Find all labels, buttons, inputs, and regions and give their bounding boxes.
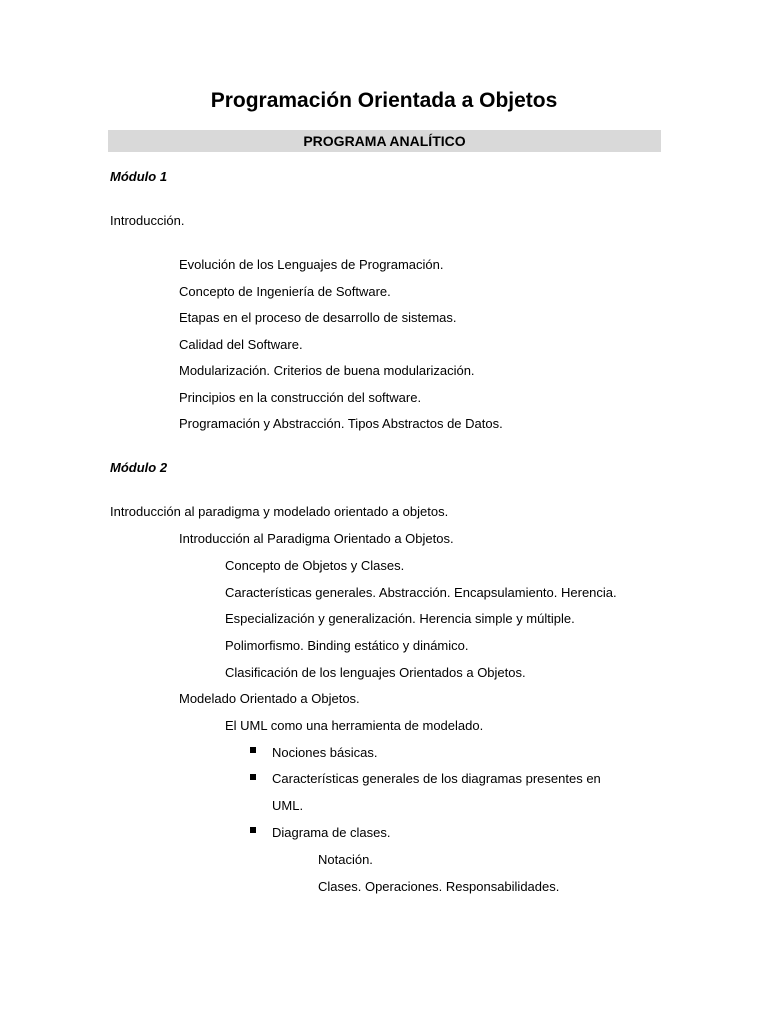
square-bullet-icon	[250, 827, 256, 833]
paradigma-item: Concepto de Objetos y Clases.	[225, 558, 405, 573]
section-banner: PROGRAMA ANALÍTICO	[108, 130, 661, 152]
paradigma-item: Características generales. Abstracción. Encapsulamiento. Herencia.	[225, 585, 617, 600]
paradigma-item: Polimorfismo. Binding estático y dinámico.	[225, 638, 469, 653]
square-bullet-icon	[250, 747, 256, 753]
modulo1-item: Etapas en el proceso de desarrollo de sistemas.	[179, 310, 457, 325]
modulo1-item: Calidad del Software.	[179, 337, 303, 352]
square-bullet-icon	[250, 774, 256, 780]
paradigma-title: Introducción al Paradigma Orientado a Objetos.	[179, 531, 454, 546]
modulo1-item: Modularización. Criterios de buena modularización.	[179, 363, 475, 378]
clases-subitem: Clases. Operaciones. Responsabilidades.	[318, 879, 560, 894]
modulo2-heading: Módulo 2	[110, 460, 168, 475]
modulo1-item: Concepto de Ingeniería de Software.	[179, 284, 391, 299]
modulo1-intro: Introducción.	[110, 213, 185, 228]
uml-bullet-item: Diagrama de clases.	[272, 825, 391, 840]
modulo1-heading: Módulo 1	[110, 169, 168, 184]
modulo1-item: Principios en la construcción del software.	[179, 390, 422, 405]
modulo1-item: Programación y Abstracción. Tipos Abstractos de Datos.	[179, 416, 503, 431]
uml-bullet-item-continuation: UML.	[272, 798, 304, 813]
modulo1-item: Evolución de los Lenguajes de Programación.	[179, 257, 444, 272]
modulo2-intro: Introducción al paradigma y modelado orientado a objetos.	[110, 504, 449, 519]
paradigma-item: Especialización y generalización. Herencia simple y múltiple.	[225, 611, 575, 626]
clases-subitem: Notación.	[318, 852, 373, 867]
uml-bullet-item: Características generales de los diagramas presentes en	[272, 771, 601, 786]
uml-bullet-item: Nociones básicas.	[272, 745, 378, 760]
modelado-title: Modelado Orientado a Objetos.	[179, 691, 360, 706]
paradigma-item: Clasificación de los lenguajes Orientados a Objetos.	[225, 665, 526, 680]
uml-title: El UML como una herramienta de modelado.	[225, 718, 484, 733]
document-title: Programación Orientada a Objetos	[210, 89, 558, 112]
